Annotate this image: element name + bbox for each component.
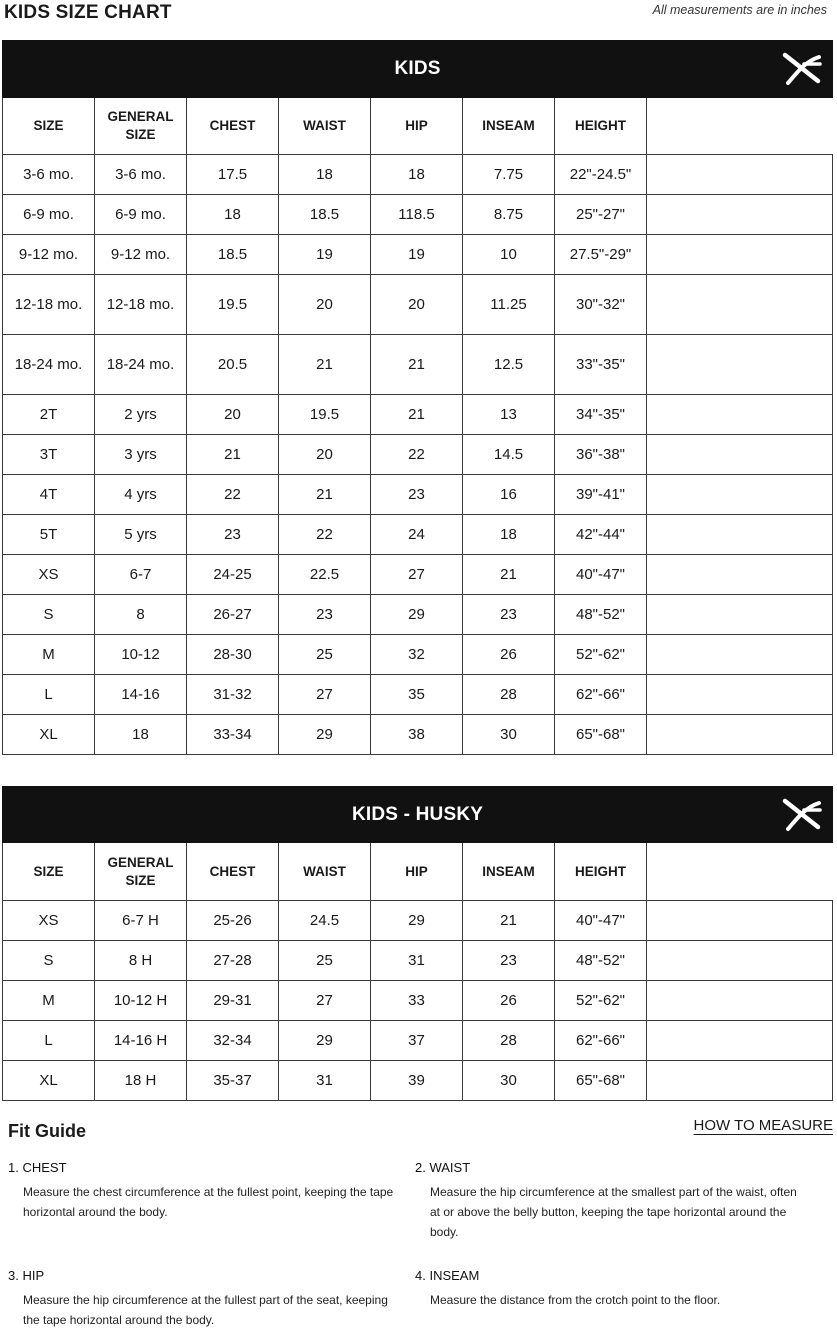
table-row [3, 155, 833, 195]
guide-inseam-text: Measure the distance from the crotch point to the floor. [430, 1293, 721, 1307]
table-row [3, 1061, 833, 1101]
table-cell: 18-24 mo. [3, 335, 95, 395]
table-cell: 25 [279, 635, 371, 675]
table-cell: 22 [187, 475, 279, 515]
table-row [3, 335, 833, 395]
guide-hip-heading: 3. HIP [8, 1268, 45, 1283]
table-cell: 3 yrs [95, 435, 187, 475]
table-cell: S [3, 941, 95, 981]
table-cell: 21 [279, 335, 371, 395]
guide-inseam-heading: 4. INSEAM [415, 1268, 480, 1283]
table-cell: 24 [371, 515, 463, 555]
table-cell: 12.5 [463, 335, 555, 395]
blank-cell [647, 981, 833, 1021]
table-banner-title: KIDS [394, 58, 441, 79]
table-cell: 4 yrs [95, 475, 187, 515]
table-cell: 27 [371, 555, 463, 595]
fit-guide-title: Fit Guide [8, 1121, 86, 1141]
table-cell: 19.5 [279, 395, 371, 435]
table-cell: 21 [463, 555, 555, 595]
table-cell: 27-28 [187, 941, 279, 981]
table-cell: 7.75 [463, 155, 555, 195]
table-cell: 21 [187, 435, 279, 475]
table-cell: 20 [279, 275, 371, 335]
table-cell: 38 [371, 715, 463, 755]
table-cell: 23 [187, 515, 279, 555]
table-cell: 18 H [95, 1061, 187, 1101]
blank-cell [647, 235, 833, 275]
table-cell: 31 [279, 1061, 371, 1101]
table-cell: 35-37 [187, 1061, 279, 1101]
column-header: HEIGHT [555, 843, 647, 901]
table-banner-title: KIDS - HUSKY [351, 803, 484, 825]
table-cell: XL [3, 1061, 95, 1101]
table-cell: 20 [279, 435, 371, 475]
table-cell: 25"-27" [555, 195, 647, 235]
table-cell: 5 yrs [95, 515, 187, 555]
table-cell: 37 [371, 1021, 463, 1061]
table-cell: 10-12 [95, 635, 187, 675]
blank-cell [647, 941, 833, 981]
column-header: GENERAL SIZE [95, 843, 187, 901]
table-cell: 9-12 mo. [3, 235, 95, 275]
guide-chest-text: Measure the chest circumference at the fullest point, keeping the tape horizontal around the body. [23, 1185, 394, 1219]
table-cell: 3-6 mo. [95, 155, 187, 195]
table-row [3, 595, 833, 635]
table-row [3, 435, 833, 475]
blank-cell [647, 515, 833, 555]
table-cell: 14-16 H [95, 1021, 187, 1061]
table-row [3, 235, 833, 275]
table-cell: M [3, 635, 95, 675]
column-header: GENERAL SIZE [95, 98, 187, 155]
table-cell: 48"-52" [555, 595, 647, 635]
column-header: HIP [371, 843, 463, 901]
table-cell: 21 [371, 395, 463, 435]
table-cell: XL [3, 715, 95, 755]
table-cell: 20 [187, 395, 279, 435]
table-cell: 6-9 mo. [95, 195, 187, 235]
table-row [3, 715, 833, 755]
page-title: KIDS SIZE CHART [4, 2, 172, 23]
column-header: SIZE [3, 98, 95, 155]
table-cell: 16 [463, 475, 555, 515]
blank-cell [647, 843, 833, 901]
table-cell: 29 [279, 715, 371, 755]
table-cell: 32-34 [187, 1021, 279, 1061]
table-cell: 29 [371, 901, 463, 941]
table-row [3, 675, 833, 715]
table-cell: 22"-24.5" [555, 155, 647, 195]
table-cell: 118.5 [371, 195, 463, 235]
table-row [3, 555, 833, 595]
blank-cell [647, 635, 833, 675]
table-cell: 11.25 [463, 275, 555, 335]
table-cell: 14.5 [463, 435, 555, 475]
table-cell: 6-7 [95, 555, 187, 595]
table-cell: 26 [463, 981, 555, 1021]
table-cell: 18 [279, 155, 371, 195]
table-cell: 18 [371, 155, 463, 195]
table-cell: 4T [3, 475, 95, 515]
table-row [3, 635, 833, 675]
blank-cell [647, 195, 833, 235]
table-banner-row [3, 787, 833, 843]
table-cell: 18-24 mo. [95, 335, 187, 395]
guide-chest [8, 1160, 403, 1222]
table-cell: 19 [371, 235, 463, 275]
table-cell: 12-18 mo. [3, 275, 95, 335]
column-header: WAIST [279, 98, 371, 155]
table-cell: 33-34 [187, 715, 279, 755]
table-cell: 18.5 [187, 235, 279, 275]
table-cell: 52"-62" [555, 635, 647, 675]
guide-waist [415, 1160, 810, 1242]
column-header: SIZE [3, 843, 95, 901]
table-cell: 23 [279, 595, 371, 635]
table-cell: 23 [463, 595, 555, 635]
blank-cell [647, 395, 833, 435]
table-banner-row [3, 41, 833, 98]
how-to-measure-link[interactable]: HOW TO MEASURE [693, 1117, 833, 1134]
table-cell: 27 [279, 981, 371, 1021]
table-row [3, 901, 833, 941]
table-cell: 2 yrs [95, 395, 187, 435]
blank-cell [647, 155, 833, 195]
table-cell: 27 [279, 675, 371, 715]
column-header: CHEST [187, 98, 279, 155]
guide-hip-text: Measure the hip circumference at the fullest part of the seat, keeping the tape horizontal around the body. [23, 1293, 388, 1327]
table-cell: 21 [371, 335, 463, 395]
table-cell: 28-30 [187, 635, 279, 675]
table-cell: 23 [463, 941, 555, 981]
table-cell: 29 [371, 595, 463, 635]
table-cell: 35 [371, 675, 463, 715]
table-cell: 29 [279, 1021, 371, 1061]
table-cell: 14-16 [95, 675, 187, 715]
table-cell: 27.5"-29" [555, 235, 647, 275]
kids-size-table [2, 40, 833, 755]
table-cell: 30"-32" [555, 275, 647, 335]
brand-x-logo-icon [782, 798, 822, 832]
table-cell: 18 [95, 715, 187, 755]
table-row [3, 515, 833, 555]
table-cell: 31 [371, 941, 463, 981]
table-cell: 25-26 [187, 901, 279, 941]
column-header: HIP [371, 98, 463, 155]
blank-cell [647, 1061, 833, 1101]
blank-cell [647, 1021, 833, 1061]
table-cell: 32 [371, 635, 463, 675]
table-cell: M [3, 981, 95, 1021]
table-cell: 30 [463, 1061, 555, 1101]
table-cell: 22.5 [279, 555, 371, 595]
table-cell: 9-12 mo. [95, 235, 187, 275]
blank-cell [647, 335, 833, 395]
table-row [3, 395, 833, 435]
table-cell: 10 [463, 235, 555, 275]
table-cell: 18 [463, 515, 555, 555]
column-header: INSEAM [463, 843, 555, 901]
table-cell: 18.5 [279, 195, 371, 235]
table-cell: 8 H [95, 941, 187, 981]
table-cell: 34"-35" [555, 395, 647, 435]
guide-hip [8, 1268, 403, 1330]
table-cell: 24-25 [187, 555, 279, 595]
table-cell: 22 [279, 515, 371, 555]
table-cell: 12-18 mo. [95, 275, 187, 335]
table-cell: S [3, 595, 95, 635]
table-cell: 26-27 [187, 595, 279, 635]
table-cell: 62"-66" [555, 675, 647, 715]
column-header: INSEAM [463, 98, 555, 155]
table-row [3, 1021, 833, 1061]
table-cell: 20.5 [187, 335, 279, 395]
table-cell: 65"-68" [555, 1061, 647, 1101]
table-cell: XS [3, 555, 95, 595]
guide-waist-text: Measure the hip circumference at the smallest part of the waist, often at or above the belly button, keeping the tape horizontal around the body. [430, 1185, 797, 1239]
table-row [3, 195, 833, 235]
table-cell: 21 [279, 475, 371, 515]
table-cell: 28 [463, 675, 555, 715]
table-cell: 8 [95, 595, 187, 635]
table-cell: 31-32 [187, 675, 279, 715]
table-cell: 6-7 H [95, 901, 187, 941]
table-cell: 48"-52" [555, 941, 647, 981]
blank-cell [647, 901, 833, 941]
guide-chest-heading: 1. CHEST [8, 1160, 67, 1175]
blank-cell [647, 595, 833, 635]
table-cell: 26 [463, 635, 555, 675]
table-banner [3, 787, 833, 843]
table-row [3, 475, 833, 515]
table-cell: 21 [463, 901, 555, 941]
table-row [3, 275, 833, 335]
table-cell: 25 [279, 941, 371, 981]
table-banner [3, 41, 833, 98]
table-cell: 24.5 [279, 901, 371, 941]
table-cell: 39"-41" [555, 475, 647, 515]
table-cell: 10-12 H [95, 981, 187, 1021]
table-cell: 52"-62" [555, 981, 647, 1021]
table-cell: 42"-44" [555, 515, 647, 555]
table-cell: L [3, 1021, 95, 1061]
table-cell: 28 [463, 1021, 555, 1061]
column-header: HEIGHT [555, 98, 647, 155]
table-cell: 5T [3, 515, 95, 555]
table-cell: 3T [3, 435, 95, 475]
brand-x-logo-icon [782, 52, 822, 86]
column-header: CHEST [187, 843, 279, 901]
table-cell: 29-31 [187, 981, 279, 1021]
table-cell: 17.5 [187, 155, 279, 195]
table-row [3, 941, 833, 981]
table-cell: 62"-66" [555, 1021, 647, 1061]
table-cell: 20 [371, 275, 463, 335]
column-header: WAIST [279, 843, 371, 901]
table-cell: 40"-47" [555, 555, 647, 595]
table-cell: 30 [463, 715, 555, 755]
table-cell: 6-9 mo. [3, 195, 95, 235]
blank-cell [647, 275, 833, 335]
table-cell: 18 [187, 195, 279, 235]
table-header-row [3, 843, 833, 901]
table-row [3, 981, 833, 1021]
table-cell: 23 [371, 475, 463, 515]
measurement-note: All measurements are in inches [652, 3, 827, 17]
table-cell: 40"-47" [555, 901, 647, 941]
table-cell: 19 [279, 235, 371, 275]
table-cell: 39 [371, 1061, 463, 1101]
table-cell: L [3, 675, 95, 715]
table-cell: 19.5 [187, 275, 279, 335]
table-cell: 3-6 mo. [3, 155, 95, 195]
table-cell: 36"-38" [555, 435, 647, 475]
table-cell: 65"-68" [555, 715, 647, 755]
blank-cell [647, 555, 833, 595]
table-cell: 33 [371, 981, 463, 1021]
blank-cell [647, 435, 833, 475]
table-cell: 2T [3, 395, 95, 435]
guide-inseam [415, 1268, 810, 1310]
blank-cell [647, 715, 833, 755]
blank-cell [647, 675, 833, 715]
guide-waist-heading: 2. WAIST [415, 1160, 471, 1175]
table-header-row [3, 98, 833, 155]
table-cell: XS [3, 901, 95, 941]
table-cell: 33"-35" [555, 335, 647, 395]
table-cell: 22 [371, 435, 463, 475]
table-cell: 13 [463, 395, 555, 435]
blank-cell [647, 98, 833, 155]
kids-husky-size-table [2, 786, 833, 1101]
table-cell: 8.75 [463, 195, 555, 235]
blank-cell [647, 475, 833, 515]
